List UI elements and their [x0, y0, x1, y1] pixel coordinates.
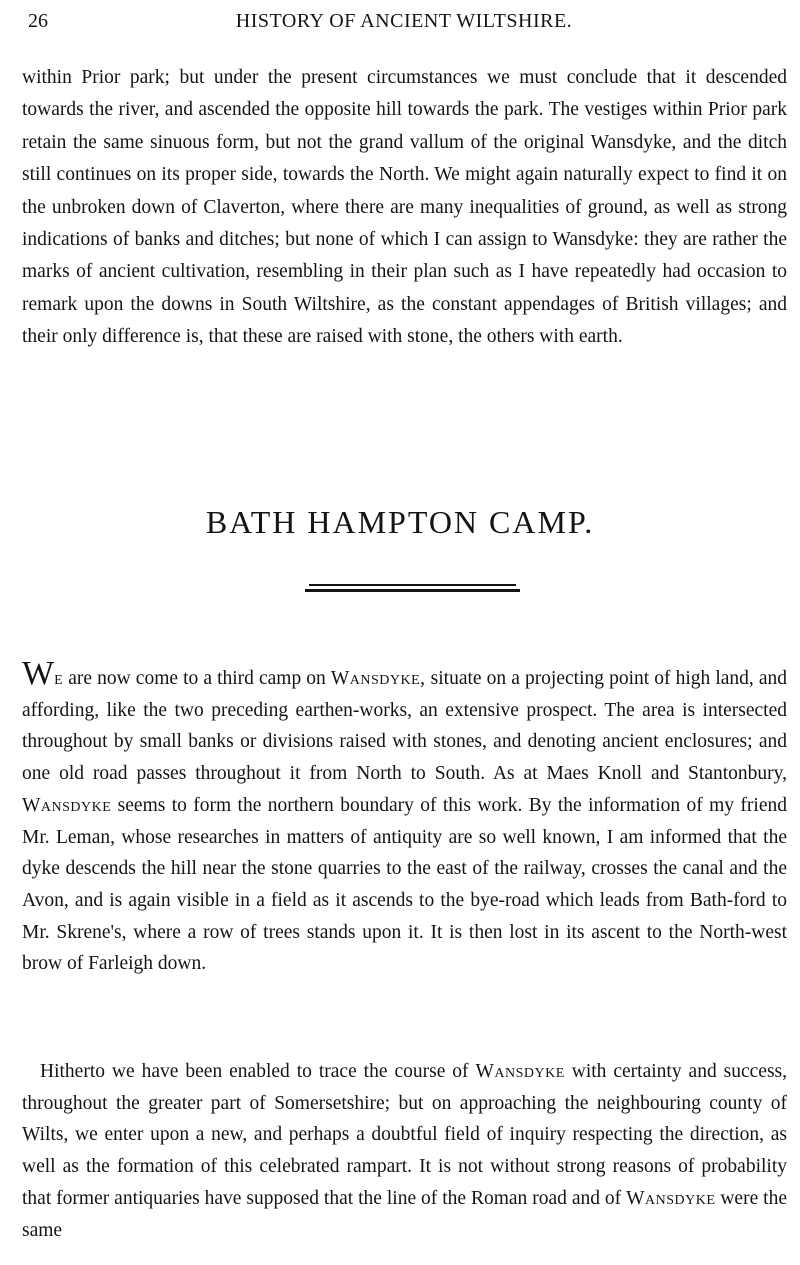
text-run: were the same [22, 1187, 787, 1241]
running-head [22, 6, 786, 36]
drop-cap-continuation: e [54, 668, 64, 689]
text-run: situate on a projecting point of high land, and affording, like the two preceding earthen-works, an extensive prospect. The area is intersected throughout by small banks or divisions raised with stones, and denoting ancient enclosures; and one old road passes throughout it from North to South. As at Maes Knoll and Stantonbury, [22, 668, 788, 785]
wansdyke-smallcaps: Wansdyke [475, 1061, 565, 1082]
wansdyke-smallcaps: Wansdyke, [330, 668, 426, 689]
paragraph-bath-hampton-camp [22, 655, 788, 980]
paragraph-prior-park: within Prior park; but under the present circumstances we must conclude that it descended towards the river, and ascended the opposite hill towards the park. The vestiges within Prior park retain the same sinuous form, but not the grand vallum of the original Wansdyke, and the ditch still continues on its proper side, towards the North. We might again naturally expect to find it on the unbroken down of Claverton, where there are many inequalities of ground, as well as strong indications of banks and ditches; but none of which I can assign to Wansdyke: they are rather the marks of ancient cultivation, resembling in their plan such as I have repeatedly had occasion to remark upon the downs in South Wiltshire, as the constant appendages of British villages; and their only difference is, that these are raised with stone, the others with earth. [22, 67, 787, 348]
divider-line-thick [305, 589, 520, 592]
divider-line-thin [309, 584, 516, 586]
paragraph-hitherto [22, 1056, 787, 1246]
section-divider-rule [305, 584, 520, 594]
text-run: seems to form the northern boundary of this work. By the information of my friend Mr. Leman, whose researches in matters of antiquity are so well known, I am informed that the dyke descends the hill near the stone quarries to the east of the railway, crosses the canal and the Avon, and is again visible in a field as it ascends to the bye-road which leads from Bath-ford to Mr. Skrene's, where a row of trees stands upon it. It is then lost in its ascent to the North-west brow of Farleigh down. [22, 794, 787, 975]
drop-cap: W [22, 655, 55, 692]
running-title: HISTORY OF ANCIENT WILTSHIRE. [235, 10, 573, 32]
page-number: 26 [28, 10, 48, 32]
wansdyke-smallcaps: Wansdyke [22, 794, 112, 816]
text-run: are now come to a third camp on [63, 668, 331, 689]
text-run: with certainty and success, throughout the greater part of Somersetshire; but on approaching the neighbouring county of Wilts, we enter upon a new, and perhaps a doubtful field of inquiry respecting the direction, as well as the formation of this celebrated rampart. It is not without strong reasons of probability that former antiquaries have supposed that the line of the Roman road and of [22, 1061, 787, 1209]
wansdyke-smallcaps: Wansdyke [626, 1187, 716, 1209]
text-run: Hitherto we have been enabled to trace the course of [40, 1061, 476, 1082]
section-title: BATH HAMPTON CAMP. [205, 504, 595, 540]
